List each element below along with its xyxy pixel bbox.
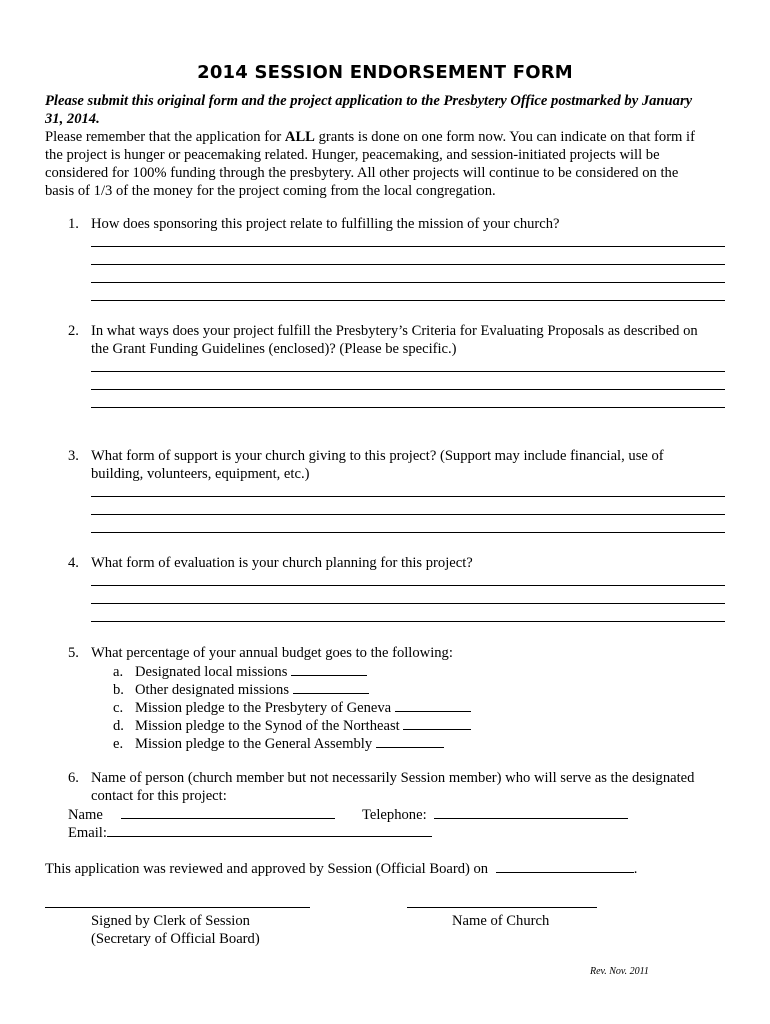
email-row: [68, 823, 432, 842]
answer-line-1d[interactable]: [91, 300, 725, 301]
question-number: 5.: [68, 645, 79, 661]
answer-line-1a[interactable]: [91, 246, 725, 247]
budget-item-a: a. Designated local missions: [113, 662, 367, 681]
budget-item-c: c. Mission pledge to the Presbytery of Geneva: [113, 698, 471, 717]
contact-name-row: [68, 805, 335, 824]
answer-line-4b[interactable]: [91, 603, 725, 604]
clerk-signature-label: Signed by Clerk of Session: [91, 913, 250, 929]
intro-paragraph-line3: considered for 100% funding through the presbytery. All other projects will continue to be considered on the: [45, 165, 679, 181]
church-name-label: Name of Church: [452, 913, 550, 929]
question-text-line2: the Grant Funding Guidelines (enclosed)? (Please be specific.): [91, 341, 457, 357]
form-title: 2014 SESSION ENDORSEMENT FORM: [197, 62, 573, 83]
question-text-line1: What form of support is your church giving to this project? (Support may include financial, use of: [91, 448, 664, 464]
question-text-line2: contact for this project:: [91, 788, 227, 804]
intro-instruction-line2: 31, 2014.: [45, 111, 100, 127]
budget-item-d: d. Mission pledge to the Synod of the Northeast: [113, 716, 471, 735]
intro-paragraph-line4: basis of 1/3 of the money for the project coming from the local congregation.: [45, 183, 496, 199]
question-text: What form of evaluation is your church planning for this project?: [91, 555, 473, 571]
percent-field-a[interactable]: [291, 662, 367, 676]
all-emphasis: ALL: [284, 129, 315, 145]
answer-line-2a[interactable]: [91, 371, 725, 372]
question-text-line1: Name of person (church member but not necessarily Session member) who will serve as the designated: [91, 770, 695, 786]
name-label: Name: [68, 807, 103, 823]
approval-row: This application was reviewed and approved by Session (Official Board) on .: [45, 861, 638, 877]
contact-name-field[interactable]: [121, 805, 335, 819]
revision-note: Rev. Nov. 2011: [590, 966, 649, 977]
question-text-line2: building, volunteers, equipment, etc.): [91, 466, 310, 482]
approval-date-field[interactable]: [496, 859, 634, 873]
telephone-row: [362, 805, 628, 824]
telephone-label: Telephone:: [362, 807, 427, 823]
answer-line-1b[interactable]: [91, 264, 725, 265]
question-number: 4.: [68, 555, 79, 571]
clerk-signature-sublabel: (Secretary of Official Board): [91, 931, 260, 947]
church-name-line[interactable]: [407, 907, 597, 908]
percent-field-b[interactable]: [293, 680, 369, 694]
question-text-line1: In what ways does your project fulfill the Presbytery’s Criteria for Evaluating Proposals as described on: [91, 323, 698, 339]
answer-line-3a[interactable]: [91, 496, 725, 497]
intro-block: [45, 92, 735, 200]
question-number: 3.: [68, 448, 79, 464]
percent-field-c[interactable]: [395, 698, 471, 712]
intro-paragraph-line2: the project is hunger or peacemaking related. Hunger, peacemaking, and session-initiated projects will be: [45, 147, 660, 163]
answer-line-2b[interactable]: [91, 389, 725, 390]
answer-line-4a[interactable]: [91, 585, 725, 586]
question-number: 1.: [68, 216, 79, 232]
budget-item-e: e. Mission pledge to the General Assembly: [113, 734, 444, 753]
percent-field-d[interactable]: [403, 716, 471, 730]
intro-instruction-line1: Please submit this original form and the project application to the Presbytery Office postmarked by January: [45, 93, 693, 109]
answer-line-2c[interactable]: [91, 407, 725, 408]
question-number: 6.: [68, 770, 79, 786]
budget-item-b: b. Other designated missions: [113, 680, 369, 699]
email-field[interactable]: [107, 823, 432, 837]
answer-line-3c[interactable]: [91, 532, 725, 533]
approval-text: This application was reviewed and approved by Session (Official Board) on: [45, 861, 489, 877]
answer-line-3b[interactable]: [91, 514, 725, 515]
clerk-signature-line[interactable]: [45, 907, 310, 908]
answer-line-1c[interactable]: [91, 282, 725, 283]
telephone-field[interactable]: [434, 805, 628, 819]
intro-paragraph-line1: Please remember that the application for ALL grants is done on one form now. You can indicate on that form if: [45, 129, 695, 145]
question-text: What percentage of your annual budget goes to the following:: [91, 645, 453, 661]
email-label: Email:: [68, 825, 107, 841]
percent-field-e[interactable]: [376, 734, 444, 748]
question-number: 2.: [68, 323, 79, 339]
answer-line-4c[interactable]: [91, 621, 725, 622]
question-text: How does sponsoring this project relate to fulfilling the mission of your church?: [91, 216, 560, 232]
